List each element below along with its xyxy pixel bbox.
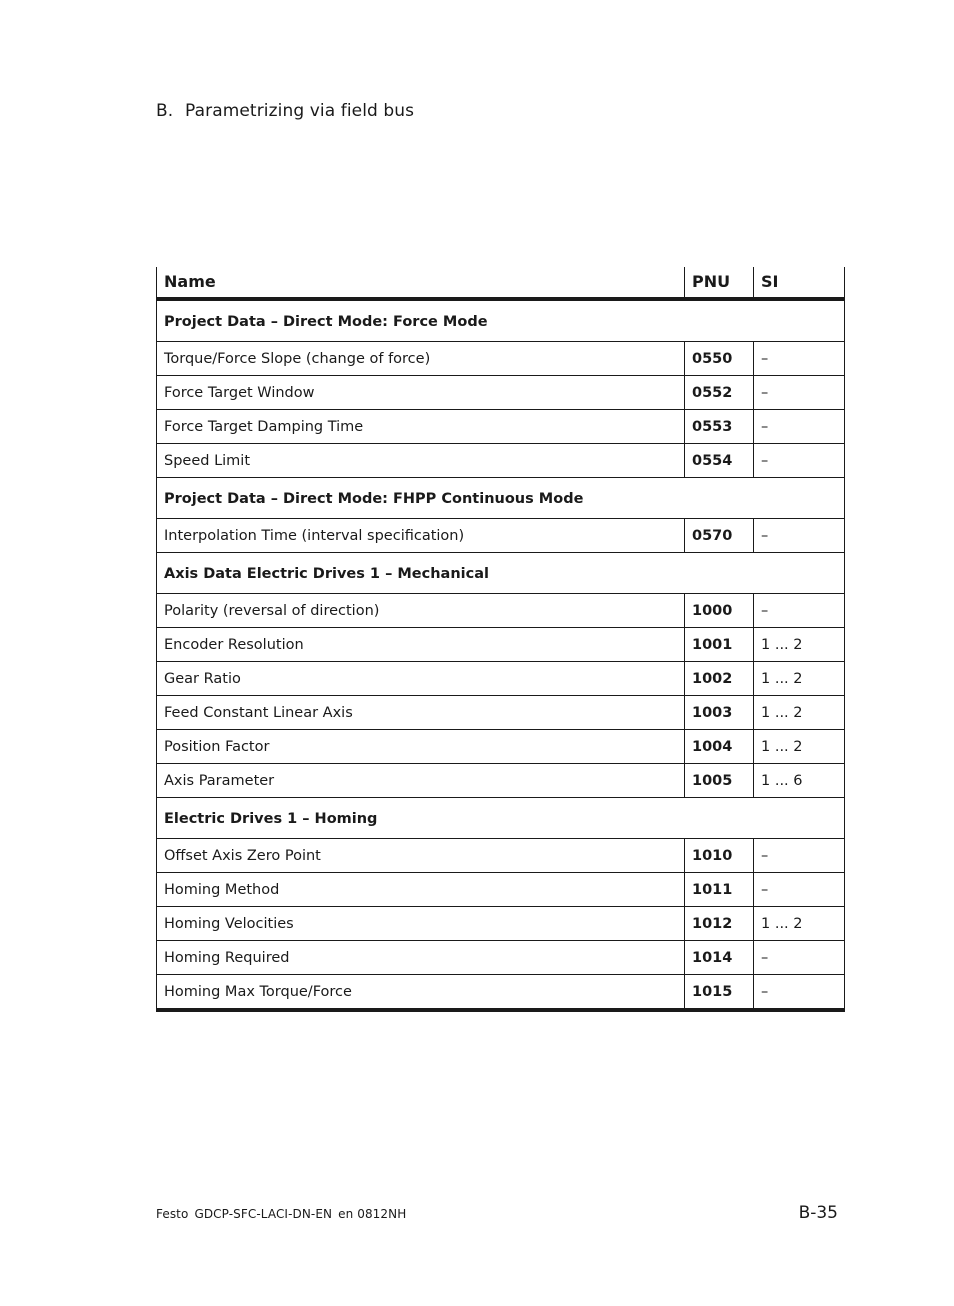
footer-doc-id: GDCP-SFC-LACI-DN-EN [194, 1207, 333, 1221]
group-heading: Project Data – Direct Mode: Force Mode [157, 299, 845, 342]
cell-si: 1 ... 2 [754, 628, 845, 662]
cell-pnu: 0570 [685, 519, 754, 553]
cell-name: Offset Axis Zero Point [157, 839, 685, 873]
table-row [157, 730, 845, 764]
cell-pnu: 1005 [685, 764, 754, 798]
cell-pnu: 1004 [685, 730, 754, 764]
footer-company: Festo [156, 1207, 189, 1221]
cell-si: – [754, 410, 845, 444]
cell-name: Homing Max Torque/Force [157, 975, 685, 1011]
group-heading: Electric Drives 1 – Homing [157, 798, 845, 839]
cell-pnu: 0554 [685, 444, 754, 478]
cell-name: Encoder Resolution [157, 628, 685, 662]
section-header [156, 101, 414, 121]
column-header-pnu: PNU [685, 267, 754, 299]
table-row [157, 764, 845, 798]
cell-pnu: 1011 [685, 873, 754, 907]
table-row [157, 975, 845, 1011]
group-heading: Project Data – Direct Mode: FHPP Continuous Mode [157, 478, 845, 519]
cell-si: – [754, 873, 845, 907]
cell-name: Axis Parameter [157, 764, 685, 798]
cell-pnu: 0550 [685, 342, 754, 376]
cell-si: – [754, 376, 845, 410]
table-row [157, 410, 845, 444]
table-row [157, 519, 845, 553]
cell-name: Homing Required [157, 941, 685, 975]
cell-pnu: 1002 [685, 662, 754, 696]
cell-pnu: 1012 [685, 907, 754, 941]
cell-si: – [754, 342, 845, 376]
column-header-si: SI [754, 267, 845, 299]
cell-si: – [754, 941, 845, 975]
section-title: Parametrizing via field bus [185, 101, 415, 121]
cell-pnu: 0552 [685, 376, 754, 410]
table-row [157, 628, 845, 662]
group-heading-row [157, 299, 845, 342]
cell-pnu: 1014 [685, 941, 754, 975]
page-number: B-35 [798, 1203, 838, 1223]
cell-name: Interpolation Time (interval specification) [157, 519, 685, 553]
table-row [157, 376, 845, 410]
cell-si: 1 ... 2 [754, 662, 845, 696]
footer-doc-info [156, 1207, 412, 1221]
cell-name: Polarity (reversal of direction) [157, 594, 685, 628]
cell-pnu: 1000 [685, 594, 754, 628]
table-row [157, 941, 845, 975]
cell-si: – [754, 519, 845, 553]
cell-pnu: 1015 [685, 975, 754, 1011]
cell-pnu: 0553 [685, 410, 754, 444]
cell-pnu: 1010 [685, 839, 754, 873]
parameter-table [156, 267, 845, 1012]
cell-si: – [754, 839, 845, 873]
table-body [157, 299, 845, 1010]
column-header-name: Name [157, 267, 685, 299]
cell-name: Homing Velocities [157, 907, 685, 941]
table-row [157, 594, 845, 628]
table-row [157, 873, 845, 907]
cell-si: – [754, 975, 845, 1011]
cell-name: Feed Constant Linear Axis [157, 696, 685, 730]
group-heading-row [157, 478, 845, 519]
table-row [157, 907, 845, 941]
cell-si: 1 ... 2 [754, 696, 845, 730]
cell-name: Torque/Force Slope (change of force) [157, 342, 685, 376]
table-row [157, 696, 845, 730]
cell-si: 1 ... 2 [754, 907, 845, 941]
cell-si: 1 ... 6 [754, 764, 845, 798]
section-number: B. [156, 101, 174, 121]
group-heading-row [157, 553, 845, 594]
cell-pnu: 1003 [685, 696, 754, 730]
cell-name: Gear Ratio [157, 662, 685, 696]
cell-si: 1 ... 2 [754, 730, 845, 764]
table-row [157, 444, 845, 478]
table-header-row [157, 267, 845, 299]
table-row [157, 342, 845, 376]
group-heading: Axis Data Electric Drives 1 – Mechanical [157, 553, 845, 594]
cell-si: – [754, 594, 845, 628]
cell-name: Force Target Damping Time [157, 410, 685, 444]
cell-name: Position Factor [157, 730, 685, 764]
cell-pnu: 1001 [685, 628, 754, 662]
group-heading-row [157, 798, 845, 839]
footer-edition: en 0812NH [338, 1207, 407, 1221]
cell-name: Speed Limit [157, 444, 685, 478]
cell-name: Homing Method [157, 873, 685, 907]
table-row [157, 662, 845, 696]
cell-name: Force Target Window [157, 376, 685, 410]
table-row [157, 839, 845, 873]
cell-si: – [754, 444, 845, 478]
